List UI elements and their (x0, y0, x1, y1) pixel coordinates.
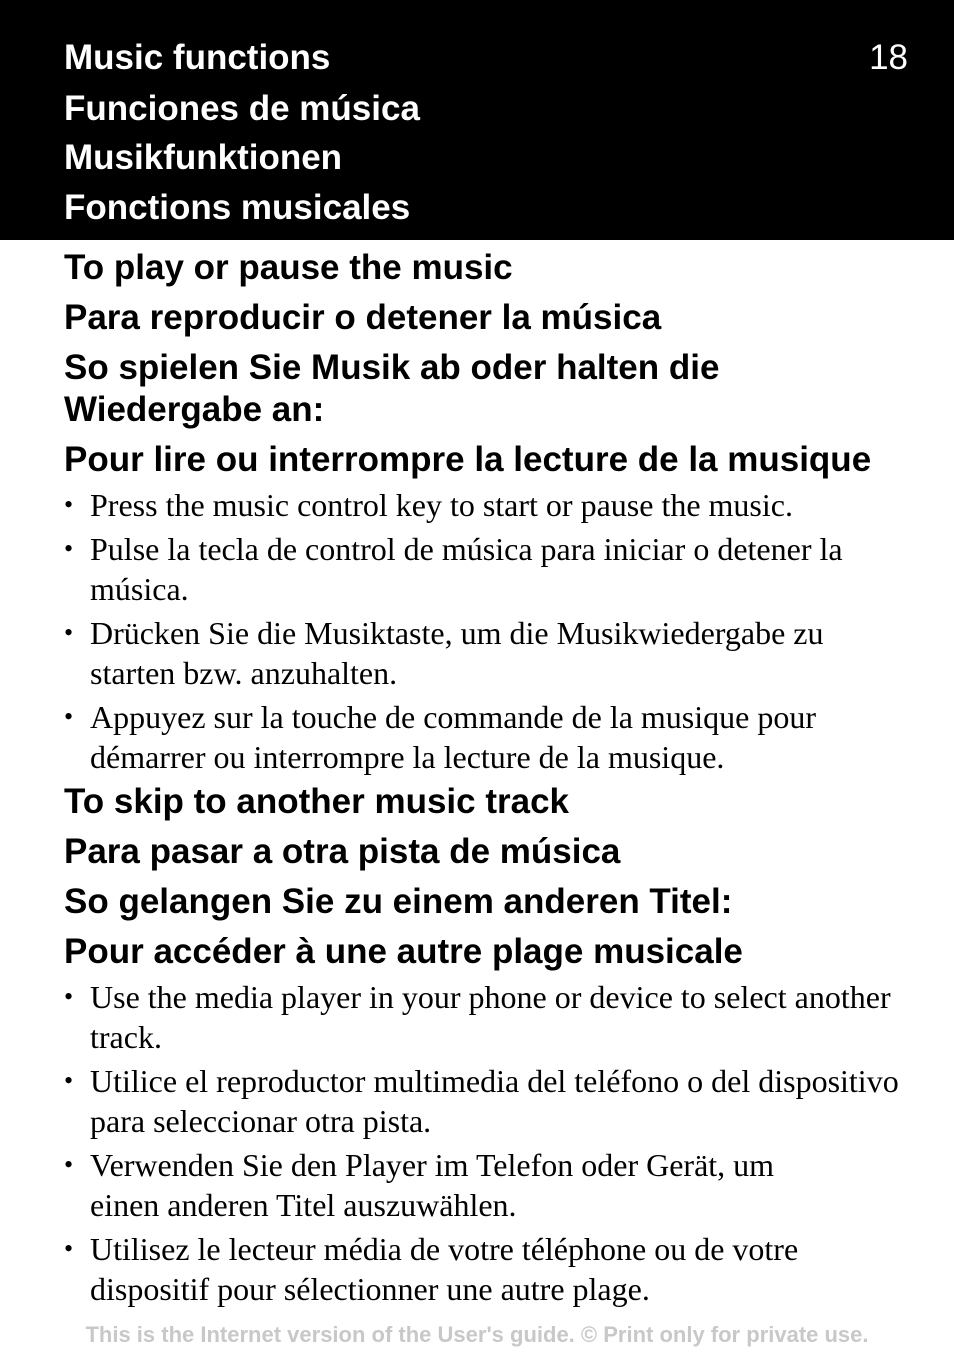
bullet-marker: • (64, 982, 74, 1011)
section-heading-en: To skip to another music track (64, 782, 570, 821)
section-heading-fr: Pour lire ou interrompre la lecture de la musique (64, 440, 872, 479)
list-item (64, 613, 914, 693)
header-title-es: Funciones de música (64, 89, 420, 128)
list-item-text: Utilice el reproductor multimedia del teléfono o del dispositivo para seleccionar otra pista. (90, 1063, 899, 1139)
list-item (64, 485, 914, 525)
list-item-text: Use the media player in your phone or device to select another track. (90, 979, 891, 1055)
header-title-en: Music functions (64, 38, 331, 77)
bullet-marker: • (64, 618, 74, 647)
header-title-fr: Fonctions musicales (64, 188, 411, 227)
section-heading-fr: Pour accéder à une autre plage musicale (64, 932, 743, 971)
section-skip-track (64, 781, 914, 1309)
section-heading-de: So spielen Sie Musik ab oder halten die Wiedergabe an: (64, 348, 720, 429)
section-heading-es: Para pasar a otra pista de música (64, 832, 621, 871)
list-item (64, 529, 914, 609)
list-item-text: Drücken Sie die Musiktaste, um die Musikwiedergabe zu starten bzw. anzuhalten. (90, 615, 824, 691)
bullet-list (64, 977, 914, 1309)
header-title-de: Musikfunktionen (64, 138, 343, 177)
footer-notice: This is the Internet version of the User's guide. © Print only for private use. (85, 1322, 869, 1347)
list-item-text: Appuyez sur la touche de commande de la musique pour démarrer ou interrompre la lecture de la musique. (90, 699, 816, 775)
list-item-text: Press the music control key to start or pause the music. (90, 487, 793, 523)
section-heading-de: So gelangen Sie zu einem anderen Titel: (64, 882, 733, 921)
list-item (64, 1061, 914, 1141)
bullet-marker: • (64, 702, 74, 731)
list-item-text: Pulse la tecla de control de música para iniciar o detener la música. (90, 531, 843, 607)
list-item (64, 1145, 790, 1225)
bullet-marker: • (64, 1066, 74, 1095)
list-item (64, 977, 914, 1057)
list-item (64, 697, 914, 777)
bullet-marker: • (64, 534, 74, 563)
page-number: 18 (869, 38, 908, 77)
section-play-pause (64, 247, 914, 777)
bullet-list (64, 485, 914, 777)
list-item-text: Utilisez le lecteur média de votre téléphone ou de votre dispositif pour sélectionner une autre plage. (90, 1231, 799, 1307)
list-item (64, 1229, 914, 1309)
bullet-marker: • (64, 490, 74, 519)
page-content (64, 247, 914, 1313)
list-item-text: Verwenden Sie den Player im Telefon oder Gerät, um einen anderen Titel auszuwählen. (90, 1147, 775, 1223)
section-heading-es: Para reproducir o detener la música (64, 298, 662, 337)
page-header (0, 0, 954, 240)
section-heading-en: To play or pause the music (64, 248, 513, 287)
bullet-marker: • (64, 1150, 74, 1179)
bullet-marker: • (64, 1234, 74, 1263)
